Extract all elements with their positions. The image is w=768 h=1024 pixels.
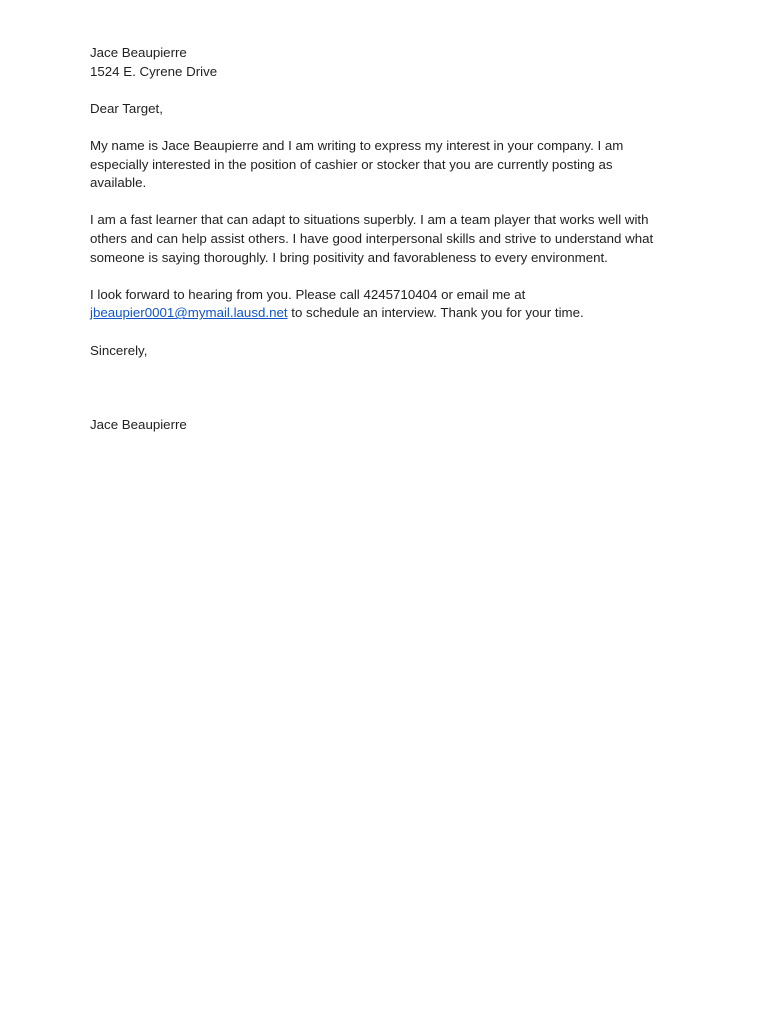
sender-name: Jace Beaupierre <box>90 45 187 60</box>
sender-block <box>90 44 678 81</box>
paragraph-3 <box>90 286 678 323</box>
paragraph-1-line: My name is Jace Beaupierre and I am writing to express my interest in your company. I am <box>90 137 624 153</box>
paragraph-3-line-2 <box>90 304 678 323</box>
paragraph-2-line: others and can help assist others. I have good interpersonal skills and strive to understand what <box>90 230 654 246</box>
sender-address: 1524 E. Cyrene Drive <box>90 63 218 79</box>
signature: Jace Beaupierre <box>90 417 187 433</box>
paragraph-2-line: someone is saying thoroughly. I bring positivity and favorableness to every environment. <box>90 249 608 265</box>
paragraph-1-line: especially interested in the position of cashier or stocker that you are currently posting as <box>90 156 613 172</box>
paragraph-1 <box>90 137 678 193</box>
paragraph-3-line: I look forward to hearing from you. Please call 4245710404 or email me at <box>90 286 526 302</box>
paragraph-2-line: I am a fast learner that can adapt to situations superbly. I am a team player that works well with <box>90 212 649 228</box>
closing: Sincerely, <box>90 342 148 358</box>
salutation: Dear Target, <box>90 100 163 116</box>
paragraph-3-line-2-text: to schedule an interview. Thank you for your time. <box>287 305 584 321</box>
paragraph-2 <box>90 211 678 267</box>
paragraph-1-line: available. <box>90 175 147 191</box>
email-link[interactable]: jbeaupier0001@mymail.lausd.net <box>90 305 288 321</box>
